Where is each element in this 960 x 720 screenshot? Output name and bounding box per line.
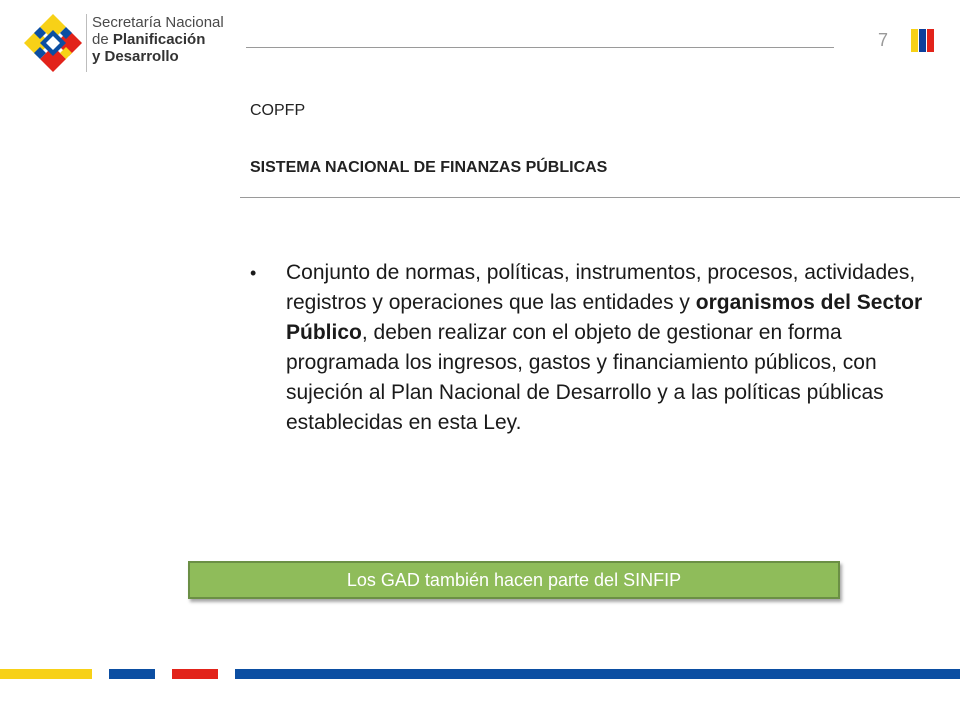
bullet-item (250, 258, 940, 438)
logo-line-3: y Desarrollo (92, 48, 179, 65)
callout-box: Los GAD también hacen parte del SINFIP (188, 561, 840, 599)
footer-bar-yellow (0, 669, 92, 679)
page-number: 7 (878, 30, 889, 50)
slide-subtitle: COPFP (250, 102, 306, 119)
header-rule (246, 47, 834, 48)
slide-title: SISTEMA NACIONAL DE FINANZAS PÚBLICAS (250, 159, 608, 176)
flag-stripe-yellow (911, 29, 918, 52)
bullet-text-bold: organismos del Sector Público (286, 291, 923, 344)
bullet-text-after: , deben realizar con el objeto de gestionar en forma programada los ingresos, gastos y financiamiento públicos, con sujeción al Plan Nacional de Desarrollo y a las políticas públicas establecidas en esta Ley. (286, 321, 884, 434)
footer-bar-red (172, 669, 218, 679)
logo-line-2-prefix: de (92, 31, 113, 48)
logo-line-1: Secretaría Nacional (92, 14, 224, 31)
bullet-dot-icon: • (250, 263, 257, 283)
logo-wordmark (92, 14, 224, 65)
logo-emblem-icon (22, 12, 84, 74)
flag-stripe-red (927, 29, 934, 52)
flag-stripe-blue (919, 29, 926, 52)
footer-bar-blue-short (109, 669, 155, 679)
logo-line-2-bold: Planificación (112, 31, 206, 48)
senplades-logo (22, 12, 254, 76)
footer-bar-blue-long (235, 669, 960, 679)
bullet-text-before: Conjunto de normas, políticas, instrumentos, procesos, actividades, registros y operaciones que las entidades y (286, 261, 916, 314)
title-rule (240, 197, 960, 198)
bullet-list (250, 258, 940, 438)
logo-divider (86, 14, 87, 72)
